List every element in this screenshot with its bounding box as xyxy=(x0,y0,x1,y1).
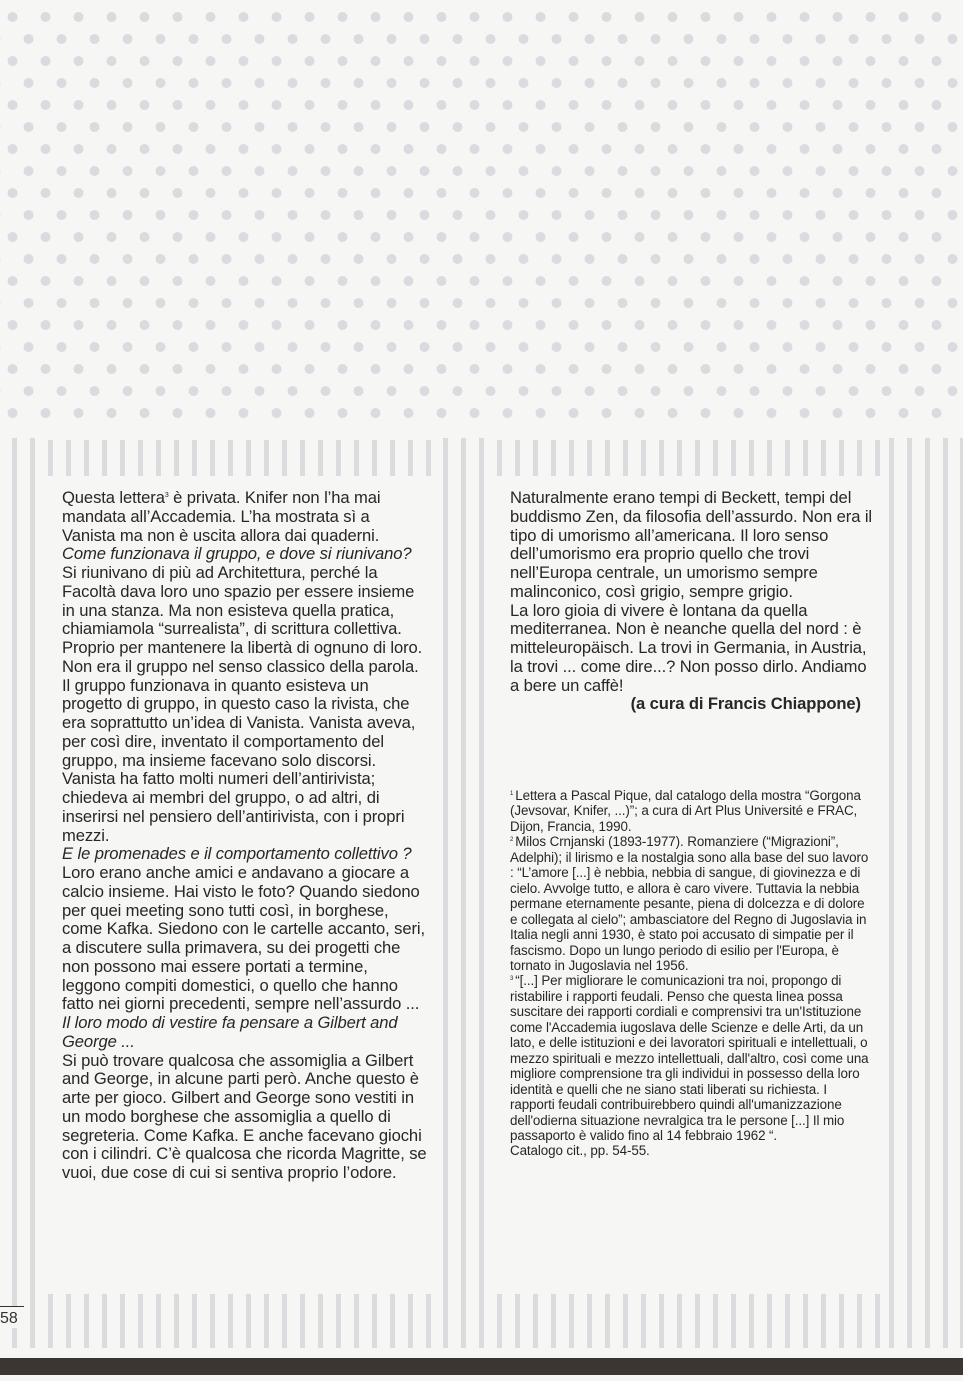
stripe xyxy=(785,1294,790,1348)
stripe xyxy=(839,440,844,476)
stripe xyxy=(390,1294,395,1348)
stripe xyxy=(246,440,251,476)
stripe xyxy=(300,1294,305,1348)
footnote-mark: 1 xyxy=(510,791,514,797)
stripe xyxy=(839,1294,844,1348)
stripe xyxy=(569,1294,574,1348)
stripe xyxy=(443,438,448,1348)
stripe xyxy=(12,438,17,1348)
stripe xyxy=(192,440,197,476)
stripe xyxy=(84,1294,89,1348)
interview-right-column xyxy=(510,489,875,714)
stripe xyxy=(713,440,718,476)
stripe xyxy=(156,1294,161,1348)
stripe xyxy=(821,1294,826,1348)
stripe xyxy=(120,440,125,476)
stripe xyxy=(174,1294,179,1348)
stripe xyxy=(408,1294,413,1348)
stripe xyxy=(372,1294,377,1348)
stripe xyxy=(210,1294,215,1348)
stripe xyxy=(48,440,53,476)
stripe xyxy=(731,1294,736,1348)
stripe xyxy=(623,1294,628,1348)
stripe xyxy=(857,1294,862,1348)
stripe xyxy=(336,1294,341,1348)
stripe xyxy=(659,440,664,476)
stripe xyxy=(533,1294,538,1348)
stripe xyxy=(354,440,359,476)
stripe xyxy=(821,440,826,476)
stripe xyxy=(497,440,502,476)
stripe xyxy=(84,440,89,476)
stripe xyxy=(515,1294,520,1348)
stripe xyxy=(66,1294,71,1348)
stripe xyxy=(426,440,431,476)
footnotes xyxy=(510,788,875,1159)
stripe xyxy=(803,440,808,476)
interview-left-column xyxy=(62,489,427,1183)
stripe xyxy=(641,1294,646,1348)
stripe xyxy=(695,440,700,476)
stripe xyxy=(623,440,628,476)
stripe xyxy=(192,1294,197,1348)
stripe xyxy=(48,1294,53,1348)
stripe xyxy=(875,1294,880,1348)
stripe xyxy=(264,1294,269,1348)
stripe xyxy=(318,1294,323,1348)
footnote-mark: 3 xyxy=(510,976,514,983)
stripe xyxy=(426,1294,431,1348)
paragraph: Questa lettera$^3$ è privata. Knifer non l’ha mai mandata all’Accademia. L’ha mostrata sì a Vanista ma non è uscita allora dai quaderni. xyxy=(62,488,381,545)
stripe xyxy=(925,438,930,1348)
footnote: $^2$ Milos Crnjanski (1893-1977). Romanziere (“Migrazioni”, Adelphi); il lirismo e la nostalgia sono alla base del suo lavoro : “L’amore [...] è nebbia, nebbia di sangue, di giovinezza e di cielo. Avvolge tutto, e allora è caro vivere. Tuttavia la nebbia permane eternamente pesante, piena di dolcezza e di dolore e collegata al cielo”; ambasciatore del Regno di Jugoslavia in Italia negli anni 1930, è stato poi accusato di simpatie per il fascismo. Dopo un lungo periodo di esilio per l'Europa, è tornato in Jugoslavia nel 1956. xyxy=(510,834,869,973)
paragraph: Si può trovare qualcosa che assomiglia a Gilbert and George, in alcune parti però. Anche questo è arte per gioco. Gilbert and George sono vestiti in un modo borghese che assomiglia a quello di segreteria. Come Kafka. E anche facevano giochi con i cilindri. C’è qualcosa che ricorda Magritte, se vuoi, due cose di cui si sentiva proprio l’odore. xyxy=(62,1050,427,1182)
stripe xyxy=(138,1294,143,1348)
footnote-mark: 2 xyxy=(510,837,514,844)
stripe xyxy=(587,1294,592,1348)
stripe xyxy=(767,1294,772,1348)
stripe xyxy=(569,440,574,476)
stripe xyxy=(372,440,377,476)
stripe xyxy=(102,1294,107,1348)
stripe xyxy=(30,438,35,1348)
stripe xyxy=(533,440,538,476)
stripe xyxy=(264,440,269,476)
stripe xyxy=(943,438,948,1348)
stripe xyxy=(497,1294,502,1348)
page-number: 58 xyxy=(0,1306,24,1328)
footnote: $^1$ Lettera a Pascal Pique, dal catalogo della mostra “Gorgona (Jevsovar, Knifer, ...)”; a cura di Art Plus Université e FRAC, Dijon, Francia, 1990. xyxy=(510,788,861,834)
footnote-citation: Catalogo cit., pp. 54-55. xyxy=(510,1143,650,1159)
stripe xyxy=(228,440,233,476)
stripe xyxy=(354,1294,359,1348)
stripe xyxy=(551,440,556,476)
stripe xyxy=(875,440,880,476)
stripe xyxy=(461,438,466,1348)
footnote: $^3$ “[...] Per migliorare le comunicazioni tra noi, propongo di ristabilire i rapporti feudali. Penso che questa linea possa suscitare dei rapporti cordiali e comprensivi tra un'Istituzione come l'Accademia iugoslava delle Scienze e delle Arti, da un lato, e delle istituzioni e dei lavoratori spirituali e intellettuali, o mezzo spirituali e mezzo intellettuali, dall'altro, così come una migliore comprensione tra gli individui in possesso della loro identità e quelli che ne siano stati liberati su richiesta. I rapporti feudali contribuirebbero quindi all'umanizzazione dell'odierna situazione nevralgica tra le persone [...] Il mio passaporto è valido fino al 14 febbraio 1962 “. xyxy=(510,973,869,1143)
paragraph: Loro erano anche amici e andavano a giocare a calcio insieme. Hai visto le foto? Quando siedono per quei meeting sono tutti così, in borghese, come Kafka. Siedono con le cartelle accanto, seri, a discutere sulla primavera, su dei progetti che non possono mai essere portati a termine, leggono compiti domestici, o quello che hanno fatto nei giorni precedenti, sempre nell’assurdo ... xyxy=(62,863,426,1014)
bottom-bar xyxy=(0,1358,963,1375)
stripe xyxy=(515,440,520,476)
interview-question: Come funzionava il gruppo, e dove si riunivano? xyxy=(62,544,412,564)
stripe xyxy=(282,440,287,476)
author-credit: (a cura di Francis Chiappone) xyxy=(630,694,861,714)
stripe xyxy=(210,440,215,476)
stripe xyxy=(889,438,894,1348)
stripe xyxy=(587,440,592,476)
footnote-ref[interactable]: 3 xyxy=(164,492,169,499)
stripe xyxy=(677,1294,682,1348)
stripe xyxy=(479,438,484,1348)
dot-pattern-header xyxy=(0,0,963,425)
interview-question: Il loro modo di vestire fa pensare a Gilbert and George ... xyxy=(62,1013,398,1051)
stripe xyxy=(156,440,161,476)
stripe xyxy=(408,440,413,476)
paragraph: Si riunivano di più ad Architettura, perché la Facoltà dava loro uno spazio per essere insieme in una stanza. Ma non esisteva quella pratica, chiamiamola “surrealista”, di scrittura collettiva. Proprio per mantenere la libertà di ognuno di loro. Non era il gruppo nel senso classico della parola. Il gruppo funzionava in quanto esisteva un progetto di gruppo, in questo caso la rivista, che era soprattutto un’idea di Vanista. Vanista aveva, per così dire, inventato il comportamento del gruppo, ma insieme facevano solo discorsi. Vanista ha fatto molti numeri dell’antirivista; chiedeva ai membri del gruppo, o ad altri, di inserirsi nel pensiero dell’antirivista, con i propri mezzi. xyxy=(62,563,423,845)
stripe xyxy=(677,440,682,476)
stripe xyxy=(605,1294,610,1348)
stripe xyxy=(857,440,862,476)
stripe xyxy=(318,440,323,476)
stripe xyxy=(102,440,107,476)
stripe xyxy=(282,1294,287,1348)
stripe xyxy=(138,440,143,476)
stripe xyxy=(336,440,341,476)
stripe xyxy=(749,1294,754,1348)
paragraph: Naturalmente erano tempi di Beckett, tempi del buddismo Zen, da filosofia dell’assurdo. Non era il tipo di umorismo all’americana. Il loro senso dell’umorismo era proprio quello che trovi nell’Europa centrale, un umorismo sempre malinconico, così grigio, sempre grigio. xyxy=(510,488,873,601)
stripe xyxy=(300,440,305,476)
stripe xyxy=(390,440,395,476)
stripe xyxy=(785,440,790,476)
stripe xyxy=(605,440,610,476)
stripe xyxy=(803,1294,808,1348)
stripe xyxy=(659,1294,664,1348)
stripe xyxy=(713,1294,718,1348)
stripe xyxy=(749,440,754,476)
stripe xyxy=(907,438,912,1348)
stripe xyxy=(641,440,646,476)
stripe xyxy=(767,440,772,476)
stripe xyxy=(228,1294,233,1348)
stripe xyxy=(731,440,736,476)
paragraph: La loro gioia di vivere è lontana da quella mediterranea. Non è neanche quella del nord : è mitteleuropäisch. La trovi in Germania, in Austria, la trovi ... come dire...? Non posso dirlo. Andiamo a bere un caffè! xyxy=(510,600,867,695)
stripe xyxy=(120,1294,125,1348)
stripe xyxy=(174,440,179,476)
stripe xyxy=(246,1294,251,1348)
stripe xyxy=(551,1294,556,1348)
stripe xyxy=(695,1294,700,1348)
interview-question: E le promenades e il comportamento collettivo ? xyxy=(62,844,412,864)
stripe xyxy=(66,440,71,476)
